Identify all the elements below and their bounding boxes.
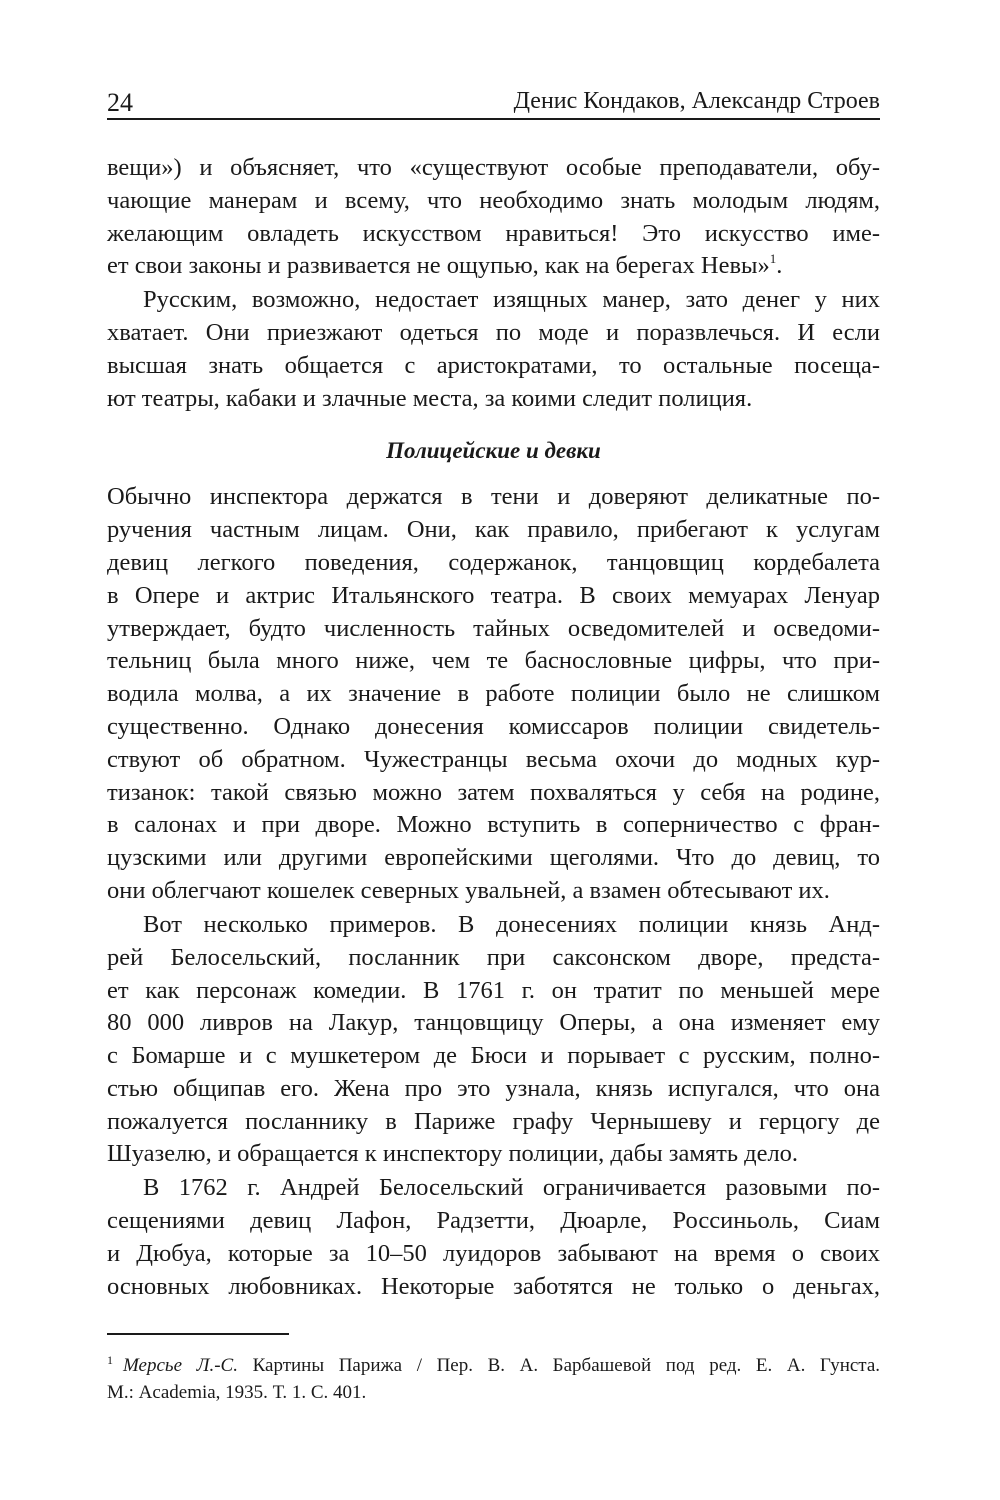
text-line-content: существенно. Однако донесения комиссаров полиции свидетель- <box>107 712 880 740</box>
text-line-content: ствуют об обратном. Чужестранцы весьма охочи до модных кур- <box>107 745 880 773</box>
text-line <box>107 744 880 777</box>
text-line-content: утверждает, будто численность тайных осведомителей и осведоми- <box>107 614 880 642</box>
paragraph <box>107 909 880 1171</box>
footnote-author: Мерсье Л.-С. <box>123 1355 238 1376</box>
footnote-line <box>107 1347 880 1379</box>
text-line <box>107 1271 880 1304</box>
main-text <box>107 152 880 1305</box>
text-line-content: рей Белосельский, посланник при саксонском дворе, предста- <box>107 943 880 971</box>
text-line <box>107 1172 880 1205</box>
text-line-content: В 1762 г. Андрей Белосельский ограничивается разовыми по- <box>143 1174 880 1202</box>
text-line-content: они облегчают кошелек северных увальней, а взамен обтесывают их. <box>107 876 830 904</box>
page-number: 24 <box>107 88 133 117</box>
text-line <box>107 1238 880 1271</box>
footnote-line: М.: Academia, 1935. Т. 1. С. 401. <box>107 1382 367 1403</box>
paragraph <box>107 1172 880 1303</box>
text-line-content: хватает. Они приезжают одеться по моде и поразвлечься. И если <box>107 319 880 347</box>
running-header <box>107 84 880 120</box>
text-line <box>107 711 880 744</box>
text-line-content: тельниц была много ниже, чем те баснословные цифры, что при- <box>107 647 880 675</box>
text-line-content: цузскими или другими европейскими щеголями. Что до девиц, то <box>107 844 880 872</box>
text-line <box>107 284 880 317</box>
text-line <box>107 875 880 908</box>
text-line <box>107 842 880 875</box>
text-line-content: и Дюбуа, которые за 10–50 луидоров забывают на время о своих <box>107 1240 880 1268</box>
text-line-content: тизанок: такой связью можно затем похваляться у себя на родине, <box>107 778 880 806</box>
text-line-content: сещениями девиц Лафон, Радзетти, Дюарле, Россиньоль, Сиам <box>107 1207 880 1235</box>
text-line <box>107 1138 880 1171</box>
footnote-text: Картины Парижа / Пер. В. А. Барбашевой под ред. Е. А. Гунста. <box>252 1355 881 1376</box>
text-line <box>107 580 880 613</box>
text-line <box>107 1007 880 1040</box>
text-line-content: с Бомарше и с мушкетером де Бюси и порывает с русским, полно- <box>107 1042 880 1070</box>
text-line <box>107 613 880 646</box>
text-line <box>107 809 880 842</box>
text-line <box>107 481 880 514</box>
paragraph <box>107 152 880 283</box>
text-line-content: ет как персонаж комедии. В 1761 г. он тратит по меньшей мере <box>107 976 880 1004</box>
text-line <box>107 909 880 942</box>
text-line-content: желающим овладеть искусством нравиться! Это искусство име- <box>107 219 880 247</box>
text-line <box>107 975 880 1008</box>
section-heading: Полицейские и девки <box>386 437 601 463</box>
text-line-content: 80 000 ливров на Лакур, танцовщицу Оперы, а она изменяет ему <box>107 1009 880 1037</box>
text-line: ет свои законы и развивается не ощупью, как на берегах Невы»$^1$. <box>107 251 783 280</box>
text-line <box>107 547 880 580</box>
text-line-content: стью общипав его. Жена про это узнала, князь испугался, что она <box>107 1074 880 1102</box>
text-line-content: высшая знать общается с аристократами, то остальные посеща- <box>107 351 880 379</box>
text-line-content: Обычно инспектора держатся в тени и доверяют деликатные по- <box>107 483 880 511</box>
text-line-content: чающие манерам и всему, что необходимо знать молодым людям, <box>107 186 880 214</box>
text-line <box>107 678 880 711</box>
text-line <box>107 218 880 251</box>
text-line-content: в Опере и актрис Итальянского театра. В своих мемуарах Ленуар <box>107 581 880 609</box>
paragraph <box>107 284 880 415</box>
text-line <box>107 185 880 218</box>
paragraph <box>107 481 880 907</box>
text-line <box>107 350 880 383</box>
footnote-divider <box>107 1333 289 1335</box>
text-line-content: вещи») и объясняет, что «существуют особые преподаватели, обу- <box>107 154 880 181</box>
text-line <box>107 1040 880 1073</box>
text-line-content: Русским, возможно, недостает изящных манер, зато денег у них <box>143 286 880 314</box>
text-line <box>107 383 880 416</box>
text-line-content: водила молва, а их значение в работе полиции было не слишком <box>107 680 880 708</box>
text-line-content: девиц легкого поведения, содержанок, танцовщиц кордебалета <box>107 548 880 576</box>
text-line-content: пожалуется посланнику в Париже графу Чернышеву и герцогу де <box>107 1107 880 1135</box>
text-line <box>107 152 880 185</box>
text-line <box>107 645 880 678</box>
footnote-reference[interactable]: 1 <box>769 251 777 267</box>
footnote <box>107 1347 880 1406</box>
footnote-mark: 1 <box>107 1353 113 1367</box>
text-line <box>107 317 880 350</box>
text-line-content: Вот несколько примеров. В донесениях полиции князь Анд- <box>143 910 880 938</box>
text-line <box>107 777 880 810</box>
text-line <box>107 942 880 975</box>
text-line <box>107 514 880 547</box>
text-line <box>107 1205 880 1238</box>
text-line-content: Шуазелю, и обращается к инспектору полиции, дабы замять дело. <box>107 1140 799 1168</box>
text-line-content: основных любовниках. Некоторые заботятся не только о деньгах, <box>107 1272 880 1300</box>
text-line <box>107 1073 880 1106</box>
text-line <box>107 1106 880 1139</box>
text-line-content: ручения частным лицам. Они, как правило, прибегают к услугам <box>107 516 880 544</box>
text-line-content: ет свои законы и развивается не ощупью, как на берегах Невы» <box>107 252 770 280</box>
text-line-content: ют театры, кабаки и злачные места, за коими следит полиция. <box>107 384 753 412</box>
text-line-content: в салонах и при дворе. Можно вступить в соперничество с фран- <box>107 811 880 839</box>
running-header-authors: Денис Кондаков, Александр Строев <box>513 88 880 114</box>
